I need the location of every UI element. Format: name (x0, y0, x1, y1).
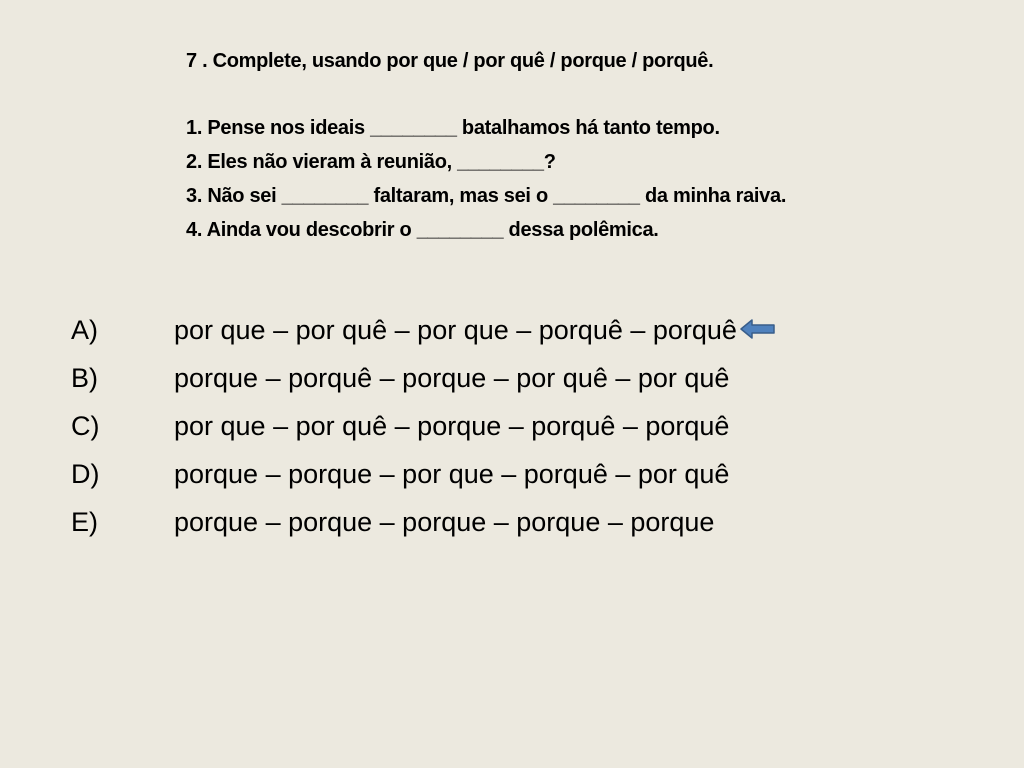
question-item-3: 3. Não sei ________ faltaram, mas sei o ________ da minha raiva. (186, 185, 787, 207)
option-e-letter: E) (71, 507, 98, 537)
option-a-letter: A) (71, 315, 98, 345)
option-d-text: porque – porque – por que – porquê – por quê (174, 459, 730, 489)
question-block (186, 44, 986, 247)
option-c (71, 402, 971, 450)
option-a-wrap (174, 306, 777, 354)
answer-options (71, 306, 971, 546)
question-title: 7 . Complete, usando por que / por quê / porque / porquê. (186, 50, 714, 72)
option-a (71, 306, 971, 354)
question-item-4: 4. Ainda vou descobrir o ________ dessa polêmica. (186, 219, 659, 241)
option-e-text: porque – porque – porque – porque – porque (174, 507, 715, 537)
option-c-letter: C) (71, 411, 100, 441)
option-e (71, 498, 971, 546)
question-item-1: 1. Pense nos ideais ________ batalhamos há tanto tempo. (186, 117, 720, 139)
question-items (186, 111, 986, 247)
question-item-2: 2. Eles não vieram à reunião, ________? (186, 151, 556, 173)
left-arrow-icon (739, 317, 777, 341)
option-c-text: por que – por quê – porque – porquê – porquê (174, 411, 730, 441)
option-d-letter: D) (71, 459, 100, 489)
option-a-text: por que – por quê – por que – porquê – porquê (174, 315, 737, 345)
option-b (71, 354, 971, 402)
option-b-letter: B) (71, 363, 98, 393)
option-b-text: porque – porquê – porque – por quê – por quê (174, 363, 730, 393)
option-d (71, 450, 971, 498)
